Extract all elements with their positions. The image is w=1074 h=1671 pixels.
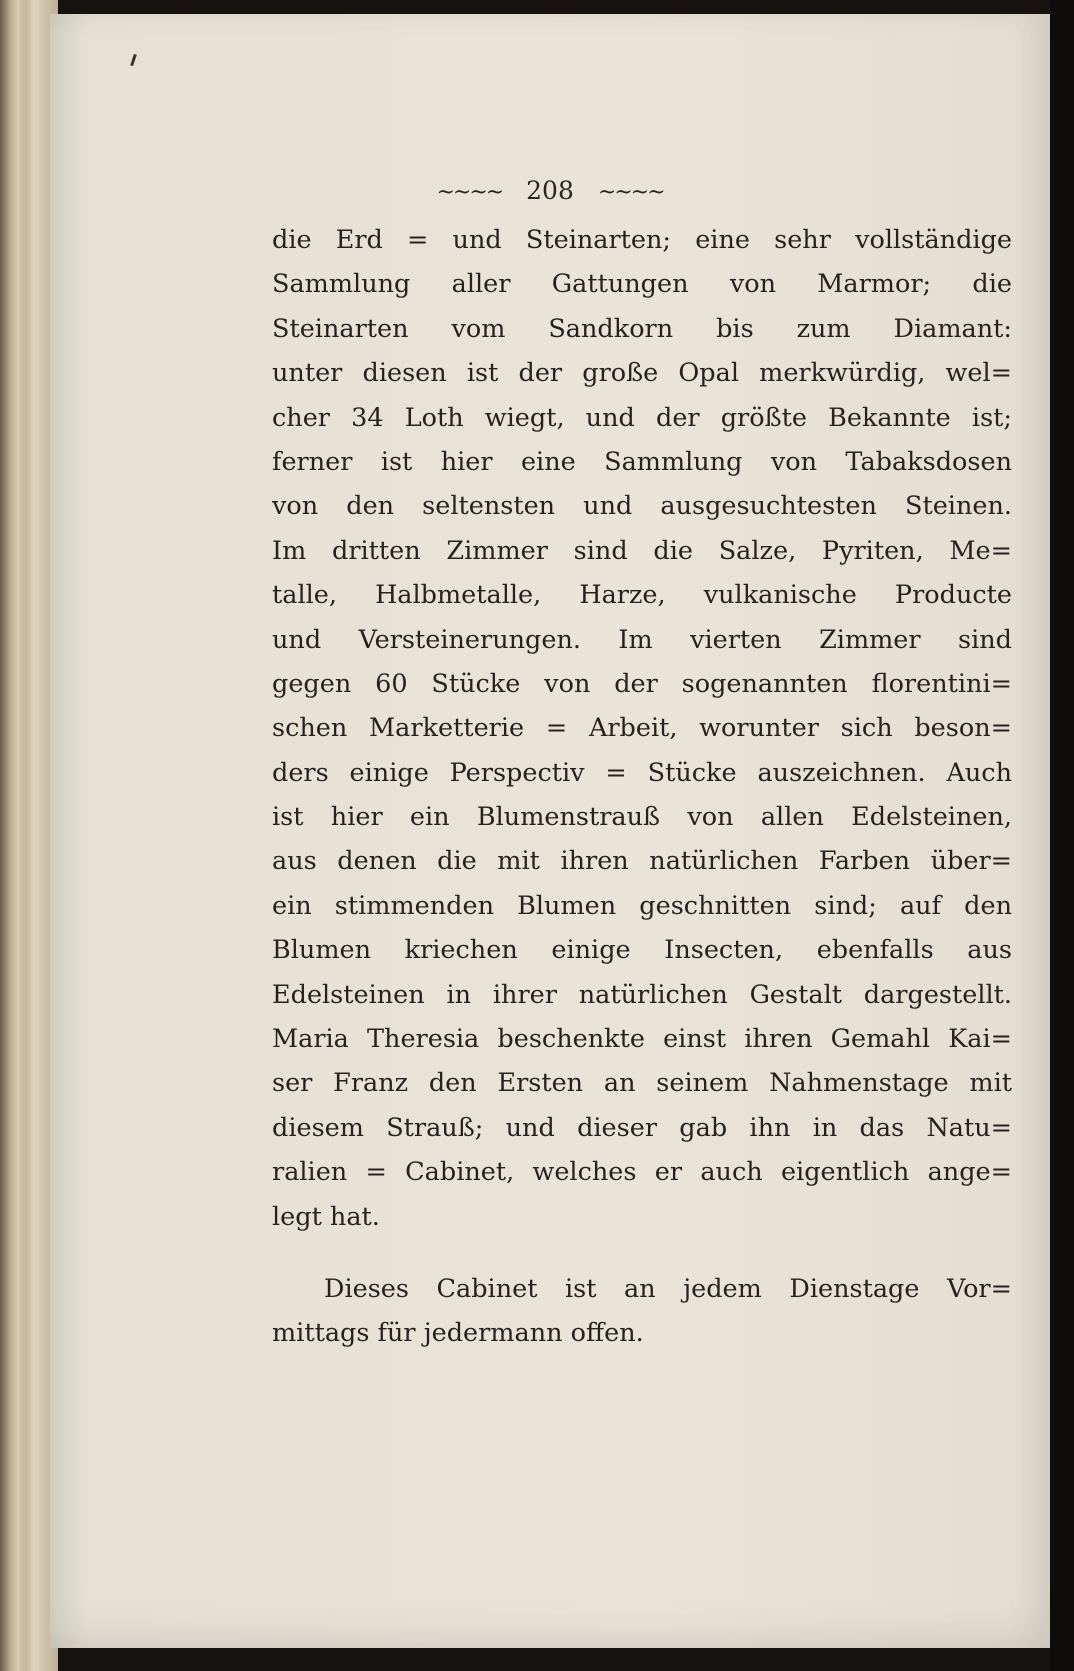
text-line: talle, Halbmetalle, Harze, vulkanische Producte [272,580,1012,611]
text-line: von den seltensten und ausgesuchtesten Steinen. [272,491,1012,522]
text-line: Dieses Cabinet ist an jedem Dienstage Vor= [324,1273,1012,1304]
text-line: ralien = Cabinet, welches er auch eigentlich ange= [272,1157,1012,1188]
paragraph-gap [272,1239,1012,1267]
header-ornament-right: ~~~~ [597,180,664,205]
text-line: Maria Theresia beschenkte einst ihren Gemahl Kai= [272,1024,1012,1055]
body-text [272,218,1012,1356]
text-line: Blumen kriechen einige Insecten, ebenfalls aus [272,935,1012,966]
text-line: ein stimmenden Blumen geschnitten sind; auf den [272,890,1012,921]
book-page [50,14,1050,1648]
text-line: diesem Strauß; und dieser gab ihn in das Natu= [272,1112,1012,1143]
text-line: cher 34 Loth wiegt, und der größte Bekannte ist; [272,402,1012,433]
text-line: mittags für jedermann offen. [272,1318,644,1349]
text-line: Sammlung aller Gattungen von Marmor; die [272,269,1012,300]
text-line: ders einige Perspectiv = Stücke auszeichnen. Auch [272,757,1012,788]
paragraph-2 [272,1267,1012,1356]
text-line: ferner ist hier eine Sammlung von Tabaksdosen [272,446,1012,477]
text-line: unter diesen ist der große Opal merkwürdig, wel= [272,358,1012,389]
text-line: Edelsteinen in ihrer natürlichen Gestalt dargestellt. [272,979,1012,1010]
ink-mark [130,54,137,66]
scan-border [1050,0,1074,1671]
text-line: ist hier ein Blumenstrauß von allen Edelsteinen, [272,802,1012,833]
text-line: gegen 60 Stücke von der sogenannten florentini= [272,668,1012,699]
text-line: und Versteinerungen. Im vierten Zimmer sind [272,624,1012,655]
page-number: 208 [526,176,574,205]
text-line: ser Franz den Ersten an seinem Nahmenstage mit [272,1068,1012,1099]
text-line: aus denen die mit ihren natürlichen Farben über= [272,846,1012,877]
text-line: legt hat. [272,1201,380,1232]
text-line: Im dritten Zimmer sind die Salze, Pyriten, Me= [272,535,1012,566]
paragraph-1 [272,218,1012,1239]
page-header [50,176,1050,205]
text-line: Steinarten vom Sandkorn bis zum Diamant: [272,313,1012,344]
text-line: schen Marketterie = Arbeit, worunter sich beson= [272,713,1012,744]
text-line: die Erd = und Steinarten; eine sehr vollständige [272,225,1012,255]
header-ornament-left: ~~~~ [436,180,503,205]
